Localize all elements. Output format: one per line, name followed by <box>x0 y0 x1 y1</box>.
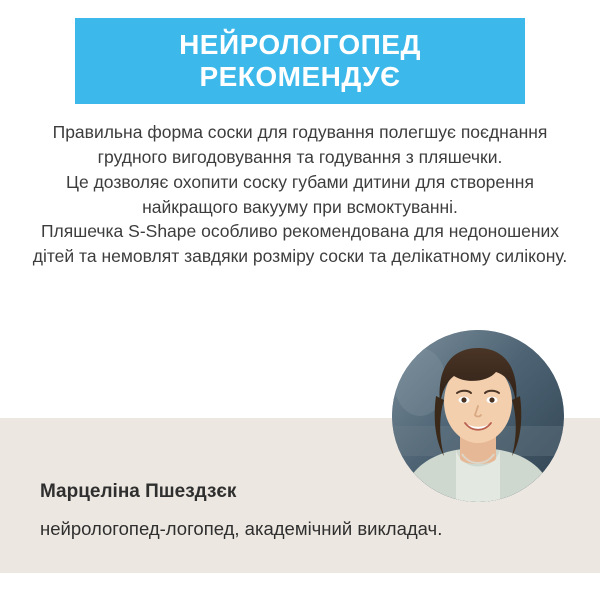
footer-white-strip <box>0 573 600 600</box>
header-title: НЕЙРОЛОГОПЕД РЕКОМЕНДУЄ <box>179 28 421 92</box>
portrait-photo-icon <box>392 330 564 502</box>
header-banner <box>75 18 525 104</box>
body-text <box>30 120 570 269</box>
person-role: нейрологопед-логопед, академічний викладач. <box>40 518 443 539</box>
body-paragraph-1: Правильна форма соски для годування полегшує поєднання грудного вигодовування та годування з пляшечки. <box>52 122 548 167</box>
body-paragraph-3: Пляшечка S-Shape особливо рекомендована для недоношених дітей та немовлят завдяки розміру соски та делікатному силікону. <box>32 221 568 267</box>
body-paragraph-2: Це дозволяє охопити соску губами дитини для створення найкращого вакууму при всмоктуванні. <box>66 171 534 217</box>
avatar <box>392 330 564 502</box>
person-name: Марцеліна Пшездзєк <box>40 481 237 502</box>
